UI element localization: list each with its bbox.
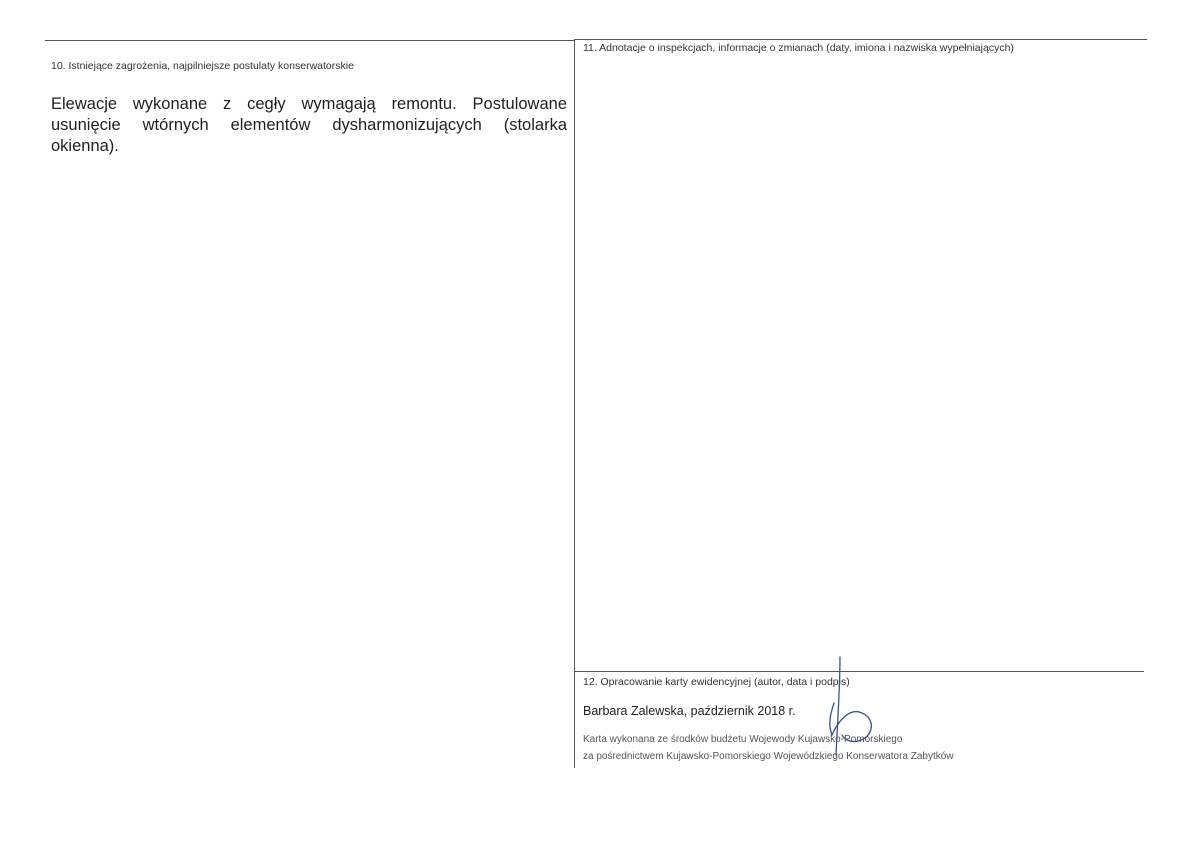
section-12-author: Barbara Zalewska, październik 2018 r. — [583, 704, 796, 718]
section-12-label: 12. Opracowanie karty ewidencyjnej (autor, data i podpis) — [583, 676, 850, 688]
funding-note-line-1: Karta wykonana ze środków budżetu Wojewody Kujawsko-Pomorskiego — [583, 734, 903, 745]
section-12-rule — [575, 671, 1144, 672]
column-divider — [574, 39, 575, 768]
section-11-label: 11. Adnotacje o inspekcjach, informacje o zmianach (daty, imiona i nazwiska wypełniających) — [583, 42, 1014, 54]
top-rule-left — [45, 40, 575, 41]
funding-note-line-2: za pośrednictwem Kujawsko-Pomorskiego Wojewódzkiego Konserwatora Zabytków — [583, 751, 954, 762]
top-rule-right — [575, 39, 1147, 40]
section-10-body: Elewacje wykonane z cegły wymagają remontu. Postulowane usunięcie wtórnych elementów dysharmonizujących (stolarka okienna). — [51, 95, 567, 155]
section-10-label: 10. Istniejące zagrożenia, najpilniejsze postulaty konserwatorskie — [51, 60, 354, 72]
